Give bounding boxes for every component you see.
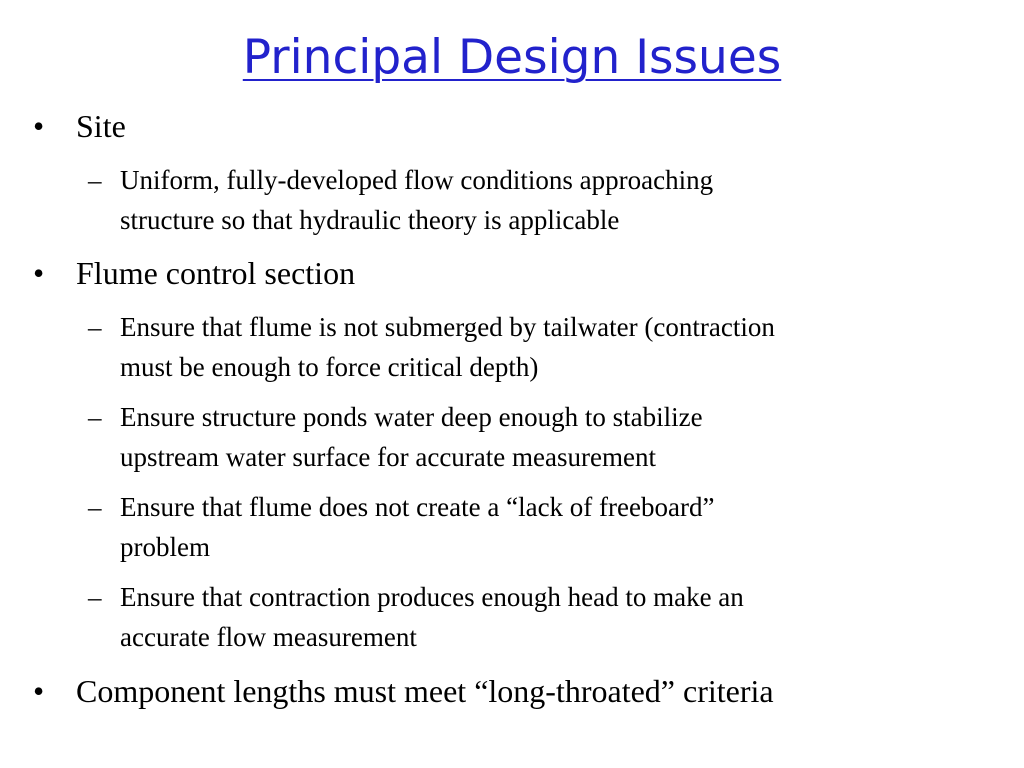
slide-title: Principal Design Issues [242,30,782,85]
dash-marker: – [88,312,102,342]
dash-marker: – [88,165,102,195]
sub-item-text [120,487,960,567]
sub-item-line: Ensure that contraction produces enough head to make an [120,582,744,612]
sub-item-line: problem [120,532,210,562]
bullet-marker: • [33,255,45,291]
bullet-text: Component lengths must meet “long-throated” criteria [76,673,774,709]
bullet-text: Flume control section [76,255,356,291]
sub-item-line: upstream water surface for accurate measurement [120,442,656,472]
bullet-marker: • [33,108,45,144]
sub-item-line: must be enough to force critical depth) [120,352,539,382]
sub-item-text [120,577,960,657]
sub-item-text [120,160,960,240]
dash-marker: – [88,492,102,522]
bullet-text: Site [76,108,126,144]
sub-item-text [120,397,960,477]
sub-item-line: Uniform, fully-developed flow conditions approaching [120,165,714,195]
sub-item-line: Ensure that flume does not create a “lack of freeboard” [120,492,715,522]
dash-marker: – [88,582,102,612]
sub-item-line: structure so that hydraulic theory is applicable [120,205,620,235]
sub-item-text [120,307,960,387]
sub-item-line: Ensure that flume is not submerged by tailwater (contraction [120,312,775,342]
sub-item-line: Ensure structure ponds water deep enough to stabilize [120,402,703,432]
dash-marker: – [88,402,102,432]
bullet-marker: • [33,673,45,709]
sub-item-line: accurate flow measurement [120,622,417,652]
